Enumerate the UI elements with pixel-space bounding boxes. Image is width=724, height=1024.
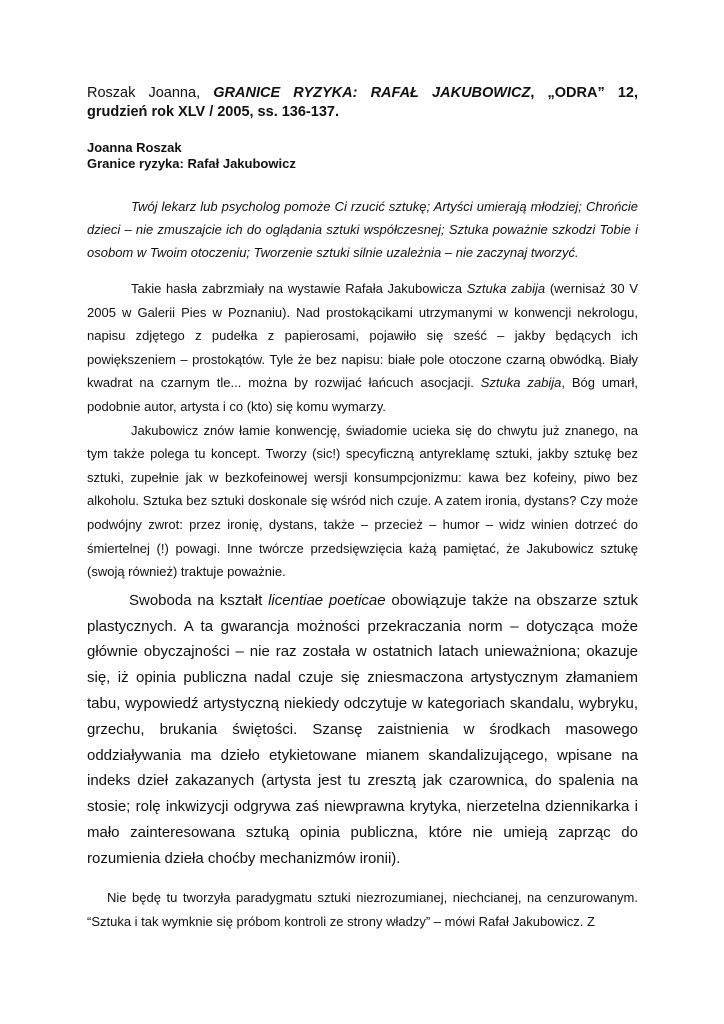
paragraph-3 — [87, 588, 638, 872]
motto-paragraph: Twój lekarz lub psycholog pomoże Ci rzucić sztukę; Artyści umierają młodziej; Chrońcie dzieci – nie zmuszajcie ich do oglądania sztuki współczesnej; Sztuka poważnie szkodzi Tobie i osobom w Twoim otoczeniu; Tworzenie sztuki silnie uzależnia – nie zaczynaj tworzyć. — [87, 199, 638, 260]
paragraph-1-text-a: Takie hasła zabrzmiały na wystawie Rafała Jakubowicza — [131, 281, 467, 296]
paragraph-2: Jakubowicz znów łamie konwencję, świadomie ucieka się do chwytu już znanego, na tym także polega tu koncept. Tworzy (sic!) specyficzną antyreklamę sztuki, jakby sztukę bez sztuki, zupełnie jak w bezkofeinowej wersji konsumpcjonizmu: kawa bez kofeiny, piwo bez alkoholu. Sztuka bez sztuki doskonale się wśród nich czuje. A zatem ironia, dystans? Czy może podwójny zwrot: przez ironię, dystans, także – przecież – humor – widz winien dotrzeć do śmiertelnej (!) powagi. Inne twórcze przedsięwzięcia każą pamiętać, że Jakubowicz sztukę (swoją również) traktuje poważnie. — [87, 422, 638, 580]
citation-title: GRANICE RYZYKA: RAFAŁ JAKUBOWICZ — [213, 85, 531, 101]
paragraph-3-text-b: obowiązuje także na obszarze sztuk plastycznych. A ta gwarancja możności przekraczania norm – dotycząca może głównie obyczajności – nie raz została w ostatnich latach unieważniona; okazuje się, iż opinia publiczna nadal czuje się zniesmaczona artystycznym złamaniem tabu, wypowiedź artystyczną niekiedy odczytuje w kategoriach skandalu, wybryku, grzechu, brukania świętości. Szansę zaistnienia w środkach masowego oddziaływania ma dzieło etykietowane mianem skandalizującego, wpisane na indeks dzieł zakazanych (artysta jest tu zresztą jak czarownica, do spalenia na stosie; rolę inkwizycji odgrywa zaś niewprawna krytyka, nierzetelna dziennikarka i mało zainteresowana sztuką opinia publiczna, które nie umieją zaprząc do rozumienia dzieła choćby mechanizmów ironii). — [87, 591, 638, 867]
paragraph-1 — [87, 277, 638, 419]
byline-title: Granice ryzyka: Rafał Jakubowicz — [87, 156, 296, 171]
paragraph-3-text-a: Swoboda na kształt — [129, 591, 269, 609]
paragraph-1-text-c: , Bóg umarł, podobnie autor, artysta i co (kto) się komu wymarzy. — [87, 375, 638, 414]
paragraph-3-latin-phrase: licentiae poeticae — [268, 591, 386, 609]
paragraph-4: Nie będę tu tworzyła paradygmatu sztuki niezrozumianej, niechcianej, na cenzurowanym. “Sztuka i tak wymknie się próbom kontroli ze strony władzy” – mówi Rafał Jakubowicz. Z — [87, 890, 638, 930]
citation-header — [87, 84, 638, 122]
paragraph-1-title-a: Sztuka zabija — [466, 281, 546, 296]
byline-author: Joanna Roszak — [87, 140, 182, 155]
citation-author: Roszak Joanna, — [87, 85, 214, 101]
citation-source: , „ODRA” 12, grudzień rok XLV / 2005, ss. 136-137. — [87, 85, 639, 120]
paragraph-1-title-b: Sztuka zabija — [480, 375, 562, 391]
byline — [87, 140, 638, 172]
paragraph-1-text-b: (wernisaż 30 V 2005 w Galerii Pies w Poznaniu). Nad prostokącikami utrzymanymi w konwencji nekrologu, napisu zdjętego z pudełka z papierosami, pojawiło się sześć – jakby będących ich powiększeniem – prostokątów. Tyle że bez napisu: białe pole otoczone czarną obwódką. Biały kwadrat na czarnym tle... można by rozwijać łańcuch asocjacji. — [87, 281, 638, 391]
